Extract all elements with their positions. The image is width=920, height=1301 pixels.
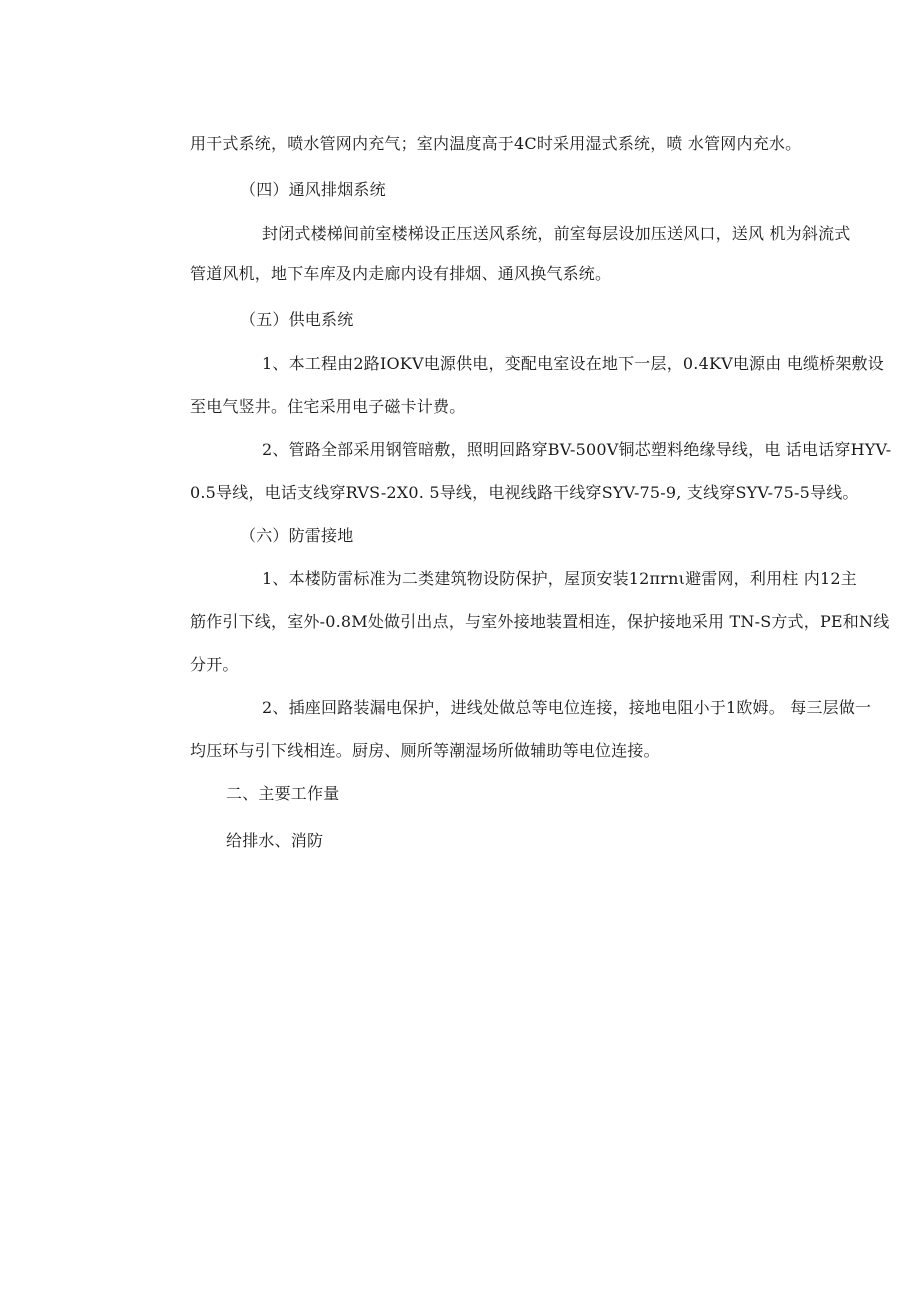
paragraph-line: 用干式系统，喷水管网内充气；室内温度高于4C时采用湿式系统，喷 水管网内充水。 xyxy=(190,134,802,153)
section-heading-lightning-grounding: （六）防雷接地 xyxy=(240,526,354,545)
section-heading-ventilation: （四）通风排烟系统 xyxy=(240,180,386,199)
paragraph-line: 管道风机，地下车库及内走廊内设有排烟、通风换气系统。 xyxy=(190,264,612,283)
paragraph-line: 2、管路全部采用钢管暗敷，照明回路穿BV-500V铜芯塑料绝缘导线，电 话电话穿HYV- xyxy=(262,440,892,459)
paragraph-line: 1、本楼防雷标准为二类建筑物设防保护，屋顶安装12πrnι避雷网，利用柱 内12主 xyxy=(262,569,857,588)
paragraph-line: 均压环与引下线相连。厨房、厕所等潮湿场所做辅助等电位连接。 xyxy=(190,741,660,760)
paragraph-line: 筋作引下线，室外-0.8M处做引出点，与室外接地装置相连，保护接地采用 TN-S方式，PE和N线 xyxy=(190,612,890,631)
paragraph-line: 封闭式楼梯间前室楼梯设正压送风系统，前室每层设加压送风口，送风 机为斜流式 xyxy=(262,224,851,243)
paragraph-line: 2、插座回路装漏电保护，进线处做总等电位连接，接地电阻小于1欧姆。 每三层做一 xyxy=(262,698,872,717)
section-heading-main-workload: 二、主要工作量 xyxy=(226,784,340,803)
section-heading-power-supply: （五）供电系统 xyxy=(240,310,354,329)
paragraph-line: 0.5导线，电话支线穿RVS-2X0. 5导线，电视线路干线穿SYV-75-9, 支线穿SYV-75-5导线。 xyxy=(190,483,859,502)
subheading-water-fire: 给排水、消防 xyxy=(226,831,324,850)
paragraph-line: 1、本工程由2路IOKV电源供电，变配电室设在地下一层，0.4KV电源由 电缆桥架敷设 xyxy=(262,354,884,373)
paragraph-line: 分开。 xyxy=(190,655,239,674)
paragraph-line: 至电气竖井。住宅采用电子磁卡计费。 xyxy=(190,397,466,416)
